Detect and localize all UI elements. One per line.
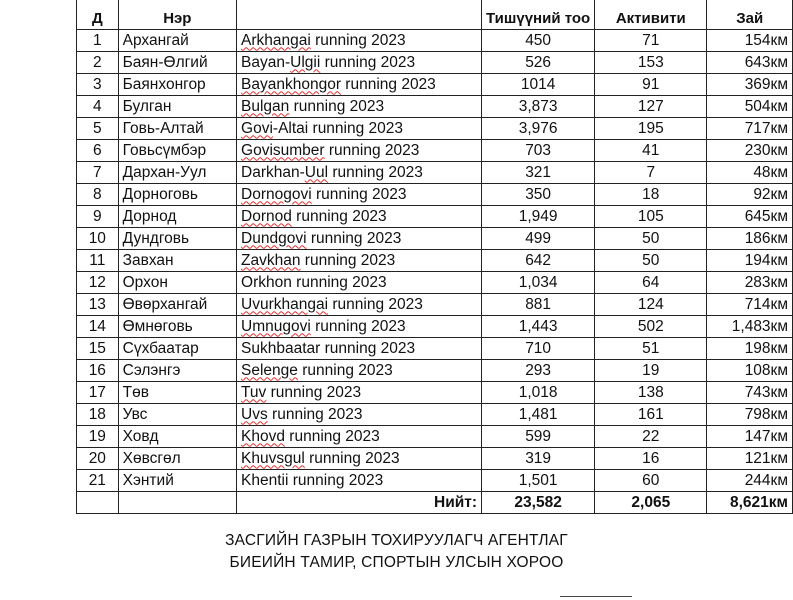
- header-activities: Активити: [595, 0, 707, 30]
- row-participants: 3,873: [482, 96, 595, 118]
- row-index: 14: [77, 316, 119, 338]
- table-row: [77, 448, 793, 470]
- row-participants: 1,481: [482, 404, 595, 426]
- row-participants: 1,034: [482, 272, 595, 294]
- row-index: 12: [77, 272, 119, 294]
- row-activities: 41: [595, 140, 707, 162]
- event-name-part: Govisumber: [241, 141, 325, 159]
- total-label: Нийт:: [237, 492, 482, 514]
- header-distance: Зай: [707, 0, 793, 30]
- table-row: [77, 140, 793, 162]
- row-distance: 194км: [707, 250, 793, 272]
- row-event: [237, 140, 482, 162]
- row-aimag: Булган: [118, 96, 236, 118]
- event-name-part: running 2023: [300, 251, 396, 269]
- total-participants: 23,582: [482, 492, 595, 514]
- event-name-part: Orkhon running 2023: [241, 273, 387, 291]
- event-name-part: running 2023: [310, 31, 406, 49]
- event-name-part: Uvs: [241, 405, 268, 423]
- row-aimag: Говь-Алтай: [118, 118, 236, 140]
- event-name-part: Arkhangai: [241, 31, 311, 49]
- header-event: [237, 0, 482, 30]
- row-distance: 92км: [707, 184, 793, 206]
- row-event: [237, 338, 482, 360]
- event-name-part: running 2023: [306, 229, 402, 247]
- row-activities: 124: [595, 294, 707, 316]
- row-aimag: Ховд: [118, 426, 236, 448]
- header-index: Д: [77, 0, 119, 30]
- row-aimag: Увс: [118, 404, 236, 426]
- total-blank: [77, 492, 119, 514]
- header-name: Нэр: [118, 0, 236, 30]
- row-event: [237, 52, 482, 74]
- row-index: 1: [77, 30, 119, 52]
- row-activities: 50: [595, 250, 707, 272]
- row-activities: 71: [595, 30, 707, 52]
- row-event: [237, 426, 482, 448]
- row-distance: 108км: [707, 360, 793, 382]
- row-event: [237, 118, 482, 140]
- row-distance: 504км: [707, 96, 793, 118]
- row-distance: 645км: [707, 206, 793, 228]
- table-row: [77, 250, 793, 272]
- row-event: [237, 162, 482, 184]
- row-index: 15: [77, 338, 119, 360]
- row-index: 7: [77, 162, 119, 184]
- row-distance: 717км: [707, 118, 793, 140]
- row-activities: 105: [595, 206, 707, 228]
- row-event: [237, 316, 482, 338]
- row-participants: 1014: [482, 74, 595, 96]
- row-event: [237, 272, 482, 294]
- event-name-part: running 2023: [266, 383, 362, 401]
- row-activities: 64: [595, 272, 707, 294]
- row-activities: 16: [595, 448, 707, 470]
- row-index: 17: [77, 382, 119, 404]
- event-name-part: Tuv: [241, 383, 267, 401]
- row-participants: 350: [482, 184, 595, 206]
- row-index: 5: [77, 118, 119, 140]
- event-name-part: running 2023: [304, 449, 400, 467]
- row-distance: 798км: [707, 404, 793, 426]
- row-index: 13: [77, 294, 119, 316]
- event-name-part: running 2023: [291, 207, 387, 225]
- row-participants: 1,443: [482, 316, 595, 338]
- row-event: [237, 294, 482, 316]
- row-participants: 1,018: [482, 382, 595, 404]
- table-row: [77, 118, 793, 140]
- row-aimag: Дорноговь: [118, 184, 236, 206]
- row-aimag: Завхан: [118, 250, 236, 272]
- row-distance: 154км: [707, 30, 793, 52]
- row-aimag: Сэлэнгэ: [118, 360, 236, 382]
- table-row: [77, 96, 793, 118]
- row-index: 19: [77, 426, 119, 448]
- row-distance: 714км: [707, 294, 793, 316]
- row-distance: 48км: [707, 162, 793, 184]
- table-row: [77, 404, 793, 426]
- row-participants: 321: [482, 162, 595, 184]
- event-name-part: Bulgan: [241, 97, 290, 115]
- row-participants: 703: [482, 140, 595, 162]
- row-distance: 230км: [707, 140, 793, 162]
- row-activities: 195: [595, 118, 707, 140]
- row-participants: 1,501: [482, 470, 595, 492]
- row-distance: 283км: [707, 272, 793, 294]
- row-index: 3: [77, 74, 119, 96]
- table-row: [77, 426, 793, 448]
- row-index: 2: [77, 52, 119, 74]
- row-activities: 60: [595, 470, 707, 492]
- event-name-part: running 2023: [297, 361, 393, 379]
- event-name-part: Dornogovi: [241, 185, 312, 203]
- row-aimag: Хэнтий: [118, 470, 236, 492]
- event-name-part: running 2023: [310, 317, 406, 335]
- row-participants: 710: [482, 338, 595, 360]
- event-name-part: Umnugovi: [241, 317, 311, 335]
- row-distance: 369км: [707, 74, 793, 96]
- table-header-row: [77, 0, 793, 30]
- row-aimag: Говьсүмбэр: [118, 140, 236, 162]
- row-event: [237, 228, 482, 250]
- table-row: [77, 272, 793, 294]
- event-name-part: running 2023: [341, 75, 436, 93]
- row-activities: 153: [595, 52, 707, 74]
- row-distance: 743км: [707, 382, 793, 404]
- row-activities: 50: [595, 228, 707, 250]
- row-event: [237, 30, 482, 52]
- row-index: 9: [77, 206, 119, 228]
- row-event: [237, 96, 482, 118]
- row-participants: 293: [482, 360, 595, 382]
- table-row: [77, 206, 793, 228]
- row-aimag: Сүхбаатар: [118, 338, 236, 360]
- event-name-part: Darkhan-: [241, 163, 305, 181]
- row-distance: 147км: [707, 426, 793, 448]
- row-activities: 18: [595, 184, 707, 206]
- row-index: 18: [77, 404, 119, 426]
- row-activities: 138: [595, 382, 707, 404]
- row-index: 16: [77, 360, 119, 382]
- row-event: [237, 74, 482, 96]
- row-index: 10: [77, 228, 119, 250]
- event-name-part: Uul: [304, 163, 329, 181]
- row-event: [237, 184, 482, 206]
- row-activities: 22: [595, 426, 707, 448]
- row-index: 11: [77, 250, 119, 272]
- event-name-part: Selenge: [241, 361, 298, 379]
- divider: [560, 596, 632, 597]
- row-distance: 198км: [707, 338, 793, 360]
- event-name-part: running 2023: [320, 53, 416, 71]
- event-name-part: Bayankhongor: [241, 75, 341, 93]
- row-index: 6: [77, 140, 119, 162]
- footer-committee: БИЕИЙН ТАМИР, СПОРТЫН УЛСЫН ХОРОО: [229, 554, 564, 571]
- event-name-part: running 2023: [284, 427, 380, 445]
- row-event: [237, 404, 482, 426]
- row-distance: 1,483км: [707, 316, 793, 338]
- header-participants: Тишүүний тоо: [482, 0, 595, 30]
- table-row: [77, 360, 793, 382]
- table-row: [77, 74, 793, 96]
- event-name-part: running 2023: [328, 163, 423, 181]
- row-participants: 881: [482, 294, 595, 316]
- event-name-part: running 2023: [289, 97, 385, 115]
- row-event: [237, 470, 482, 492]
- total-activities: 2,065: [595, 492, 707, 514]
- aimag-running-table: [76, 0, 793, 514]
- row-activities: 19: [595, 360, 707, 382]
- total-distance: 8,621км: [707, 492, 793, 514]
- event-name-part: Dornod: [241, 207, 292, 225]
- table-row: [77, 184, 793, 206]
- row-event: [237, 206, 482, 228]
- table-row: [77, 162, 793, 184]
- table-row: [77, 316, 793, 338]
- table-row: [77, 294, 793, 316]
- row-event: [237, 250, 482, 272]
- event-name-part: Khuvsgul: [241, 449, 305, 467]
- row-event: [237, 360, 482, 382]
- row-aimag: Дархан-Уул: [118, 162, 236, 184]
- table-row: [77, 382, 793, 404]
- row-aimag: Дорнод: [118, 206, 236, 228]
- event-name-part: Dundgovi: [241, 229, 307, 247]
- event-name-part: Sukhbaatar running 2023: [241, 339, 416, 357]
- row-index: 21: [77, 470, 119, 492]
- row-aimag: Орхон: [118, 272, 236, 294]
- total-row: [77, 492, 793, 514]
- row-distance: 121км: [707, 448, 793, 470]
- row-aimag: Хөвсгөл: [118, 448, 236, 470]
- event-name-part: Uvurkhangai: [241, 295, 329, 313]
- event-name-part: running 2023: [267, 405, 363, 423]
- event-name-part: running 2023: [324, 141, 420, 159]
- footer-agency: ЗАСГИЙН ГАЗРЫН ТОХИРУУЛАГЧ АГЕНТЛАГ: [225, 532, 568, 549]
- row-index: 8: [77, 184, 119, 206]
- row-event: [237, 382, 482, 404]
- row-activities: 502: [595, 316, 707, 338]
- row-aimag: Архангай: [118, 30, 236, 52]
- row-aimag: Дундговь: [118, 228, 236, 250]
- total-blank: [118, 492, 236, 514]
- row-participants: 526: [482, 52, 595, 74]
- row-aimag: Өмнөговь: [118, 316, 236, 338]
- table-row: [77, 470, 793, 492]
- table-row: [77, 52, 793, 74]
- row-participants: 319: [482, 448, 595, 470]
- row-participants: 642: [482, 250, 595, 272]
- event-name-part: Govi: [241, 119, 273, 137]
- table-row: [77, 338, 793, 360]
- event-name-part: Ulgii: [290, 53, 321, 71]
- row-activities: 51: [595, 338, 707, 360]
- row-distance: 244км: [707, 470, 793, 492]
- row-aimag: Төв: [118, 382, 236, 404]
- event-name-part: Zavkhan: [241, 251, 301, 269]
- row-activities: 7: [595, 162, 707, 184]
- row-participants: 599: [482, 426, 595, 448]
- row-activities: 161: [595, 404, 707, 426]
- row-event: [237, 448, 482, 470]
- event-name-part: -Altai running 2023: [272, 119, 404, 137]
- event-name-part: running 2023: [311, 185, 407, 203]
- event-name-part: running 2023: [328, 295, 423, 313]
- row-index: 20: [77, 448, 119, 470]
- row-activities: 127: [595, 96, 707, 118]
- row-participants: 3,976: [482, 118, 595, 140]
- row-activities: 91: [595, 74, 707, 96]
- table-row: [77, 228, 793, 250]
- event-name-part: Bayan-: [241, 53, 291, 71]
- row-aimag: Баян-Өлгий: [118, 52, 236, 74]
- row-participants: 450: [482, 30, 595, 52]
- row-index: 4: [77, 96, 119, 118]
- event-name-part: Khovd: [241, 427, 285, 445]
- row-participants: 499: [482, 228, 595, 250]
- row-aimag: Өвөрхангай: [118, 294, 236, 316]
- table-row: [77, 30, 793, 52]
- row-participants: 1,949: [482, 206, 595, 228]
- row-distance: 643км: [707, 52, 793, 74]
- row-distance: 186км: [707, 228, 793, 250]
- event-name-part: Khentii running 2023: [241, 471, 384, 489]
- row-aimag: Баянхонгор: [118, 74, 236, 96]
